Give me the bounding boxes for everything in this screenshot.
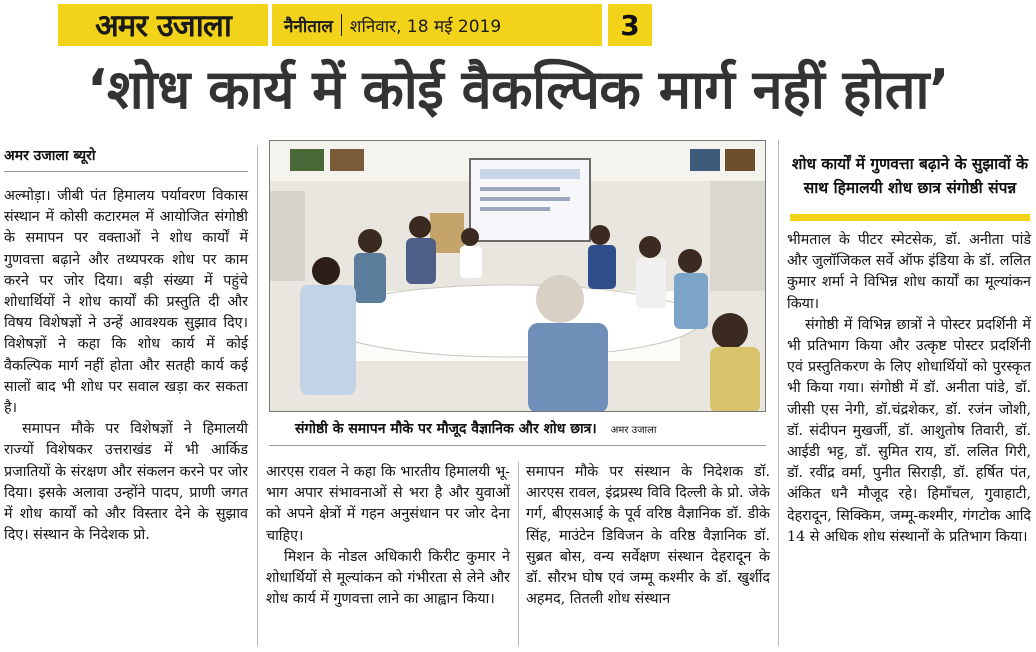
column-1-text [4, 186, 248, 546]
page-number: 3 [608, 4, 652, 46]
photo-credit: अमर उजाला [610, 424, 657, 436]
article-column-1 [4, 146, 248, 546]
side-headline: शोध कार्यों में गुणवत्ता बढ़ाने के सुझावों के साथ हिमालयी शोध छात्र संगोष्ठी संपन्न [791, 155, 1029, 197]
column-2-text [266, 462, 510, 610]
seminar-photo [269, 140, 766, 412]
paragraph: मिशन के नोडल अधिकारी किरीट कुमार ने शोधार्थियों से मूल्यांकन को गंभीरता से लेने और शोध कार्य में गुणवत्ता लाने का आह्वान किया। [266, 548, 510, 608]
main-headline: ‘शोध कार्य में कोई वैकल्पिक मार्ग नहीं होता’ [86, 58, 950, 121]
side-headline-rule [790, 214, 1030, 221]
photo-caption [269, 412, 766, 446]
edition-city: नैनीताल [284, 16, 333, 37]
paragraph: संगोष्ठी में विभिन्न छात्रों ने पोस्टर प्रदर्शिनी में भी प्रतिभाग किया और उत्कृष्ट पोस्टर प्रदर्शिनी एवं प्रस्तुतिकरण के लिए शोधार्थियों को पुरस्कृत भी किया गया। संगोष्ठी में डॉ. अनीता पांडे, डॉ. जीसी एस नेगी, डॉ.चंद्रशेकर, डॉ. रजंन जोशी, डॉ. संदीपन मुखर्जी, डॉ. आशुतोष तिवारी, डॉ. आईडी भट्ट, डॉ. सुमित राय, डॉ. ललित गिरी, डॉ. रवींद्र वर्मा, पुनीत सिराड़ी, डॉ. हर्षित पंत, अंकित धनै मौजूद रहे। हिमाँचल, गुवाहाटी, देहरादून, सिक्किम, जम्मू-कश्मीर, गंगटोक आदि 14 से अधिक शोध संस्थानों के प्रतिभाग किया। [787, 316, 1031, 545]
caption-text: संगोष्ठी के समापन मौके पर मौजूद वैज्ञानिक और शोध छात्र। [295, 421, 597, 437]
dateline-separator [341, 14, 342, 36]
column-divider [778, 140, 779, 646]
paragraph: समापन मौके पर विशेषज्ञों ने हिमालयी राज्यों विशेषकर उत्तराखंड में भी आर्किड प्रजातियों के संरक्षण और संकलन करने पर जोर दिया। इसके अलावा उन्होंने पादप, प्राणी जगत में शोध कार्यों को और विस्तार देने के सुझाव दिए। संस्थान के निदेशक प्रो. [4, 421, 248, 544]
newspaper-logo: अमर उजाला [58, 4, 268, 46]
article-column-2 [266, 462, 510, 610]
paragraph: भीमताल के पीटर स्मेटसेक, डॉ. अनीता पांडे और जुलॉजिकल सर्वे ऑफ इंडिया के डॉ. ललित कुमार शर्मा ने विभिन्न शोध कार्यों का मूल्यांकन किया। [787, 232, 1031, 312]
dateline [272, 4, 602, 46]
column-divider [518, 462, 519, 646]
column-3-text [526, 462, 770, 610]
byline: अमर उजाला ब्यूरो [4, 146, 248, 172]
edition-date: शनिवार, 18 मई 2019 [349, 16, 502, 37]
paragraph: समापन मौके पर संस्थान के निदेशक डॉ. आरएस रावल, इंद्रप्रस्थ विवि दिल्ली के प्रो. जेके गर्ग, बीएसआई के पूर्व वरिष्ठ वैज्ञानिक डॉ. डीके सिंह, माउंटेन डिविजन के वरिष्ठ वैज्ञानिक डॉ. सुब्रत बोस, वन्य सर्वेक्षण संस्थान देहरादून के डॉ. सौरभ घोष एवं जम्मू कश्मीर के डॉ. खुर्शीद अहमद, तितली शोध संस्थान [526, 464, 770, 608]
column-4-text [787, 230, 1031, 548]
paragraph: आरएस रावल ने कहा कि भारतीय हिमालयी भू-भाग अपार संभावनाओं से भरा है और युवाओं को अपने क्षेत्रों में गहन अनुसंधान पर जोर देना चाहिए। [266, 464, 510, 544]
article-column-3 [526, 462, 770, 610]
seminar-photo-illustration [270, 141, 766, 412]
column-divider [257, 146, 258, 646]
paragraph: अल्मोड़ा। जीबी पंत हिमालय पर्यावरण विकास संस्थान में कोसी कटारमल में आयोजित संगोष्ठी के समापन पर वक्ताओं ने शोध कार्यों में गुणवत्ता बढ़ाने और तथ्यपरक शोध पर काम करने पर जोर दिया। बड़ी संख्या में पहुंचे शोधार्थियों ने शोध कार्यों की प्रस्तुति दी और विषय विशेषज्ञों ने उन्हें आवश्यक सुझाव दिए। विशेषज्ञों ने कहा कि शोध कार्य में कोई वैकल्पिक मार्ग नहीं होता और सतही कार्य कई सालों बाद भी शोध पर सवाल खड़ा कर सकता है। [4, 188, 248, 417]
article-column-4 [787, 230, 1031, 548]
